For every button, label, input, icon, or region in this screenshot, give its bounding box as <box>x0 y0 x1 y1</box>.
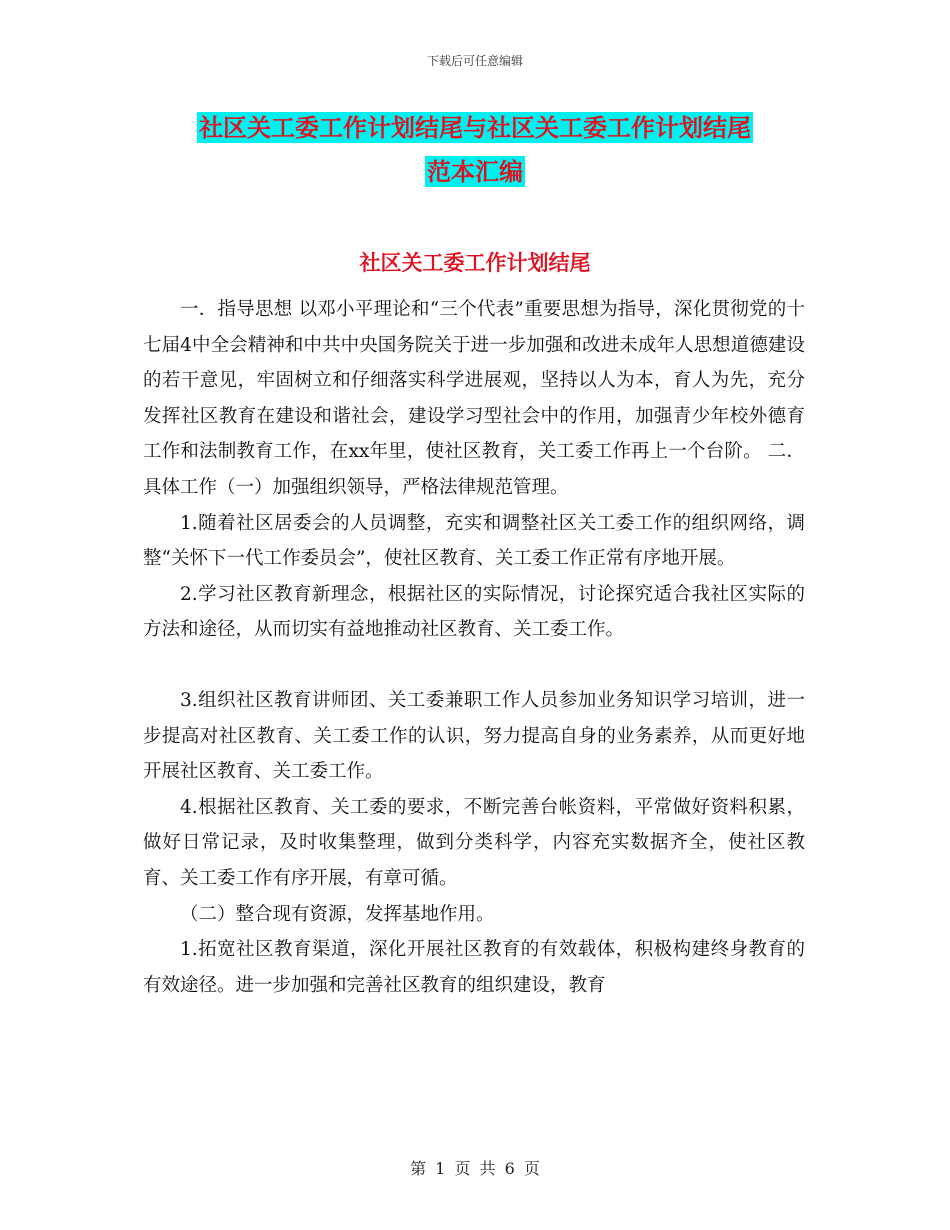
page-header-note: 下载后可任意编辑 <box>426 54 523 68</box>
document-title-line-1: 社区关工委工作计划结尾与社区关工委工作计划结尾 <box>199 113 751 142</box>
section-heading: 社区关工委工作计划结尾 <box>359 250 591 275</box>
paragraph-item-3: 3.组织社区教育讲师团、关工委兼职工作人员参加业务知识学习培训，进一步提高对社区教育、关工委工作的认识，努力提高自身的业务素养，从而更好地开展社区教育、关工委工作。 <box>143 689 805 783</box>
page-number: 第 1 页 共 6 页 <box>410 1159 540 1178</box>
paragraph-subsection-2: （二）整合现有资源，发挥基地作用。 <box>180 903 495 925</box>
paragraph-item-2-1: 1.拓宽社区教育渠道，深化开展社区教育的有效载体，积极构建终身教育的有效途径。进一步加强和完善社区教育的组织建设，教育 <box>143 939 805 996</box>
paragraph-item-1: 1.随着社区居委会的人员调整，充实和调整社区关工委工作的组织网络，调整“关怀下一代工作委员会”，使社区教育、关工委工作正常有序地开展。 <box>143 512 805 570</box>
document-title-line-2: 范本汇编 <box>427 157 523 186</box>
document-title <box>60 106 890 194</box>
document-body <box>143 292 805 1003</box>
paragraph-item-2: 2.学习社区教育新理念，根据社区的实际情况，讨论探究适合我社区实际的方法和途径，从而切实有益地推动社区教育、关工委工作。 <box>143 583 805 641</box>
paragraph-guiding-ideology: 一．指导思想 以邓小平理论和“三个代表”重要思想为指导，深化贯彻党的十七届4中全会精神和中共中央国务院关于进一步加强和改进未成年人思想道德建设的若干意见，牢固树立和仔细落实科学进展观，坚持以人为本，育人为先，充分发挥社区教育在建设和谐社会，建设学习型社会中的作用，加强青少年校外德育工作和法制教育工作，在xx年里，使社区教育，关工委工作再上一个台阶。 二．具体工作（一）加强组织领导，严格法律规范管理。 <box>143 299 805 498</box>
paragraph-item-4: 4.根据社区教育、关工委的要求，不断完善台帐资料，平常做好资料积累，做好日常记录，及时收集整理，做到分类科学，内容充实数据齐全，使社区教育、关工委工作有序开展，有章可循。 <box>143 796 805 889</box>
